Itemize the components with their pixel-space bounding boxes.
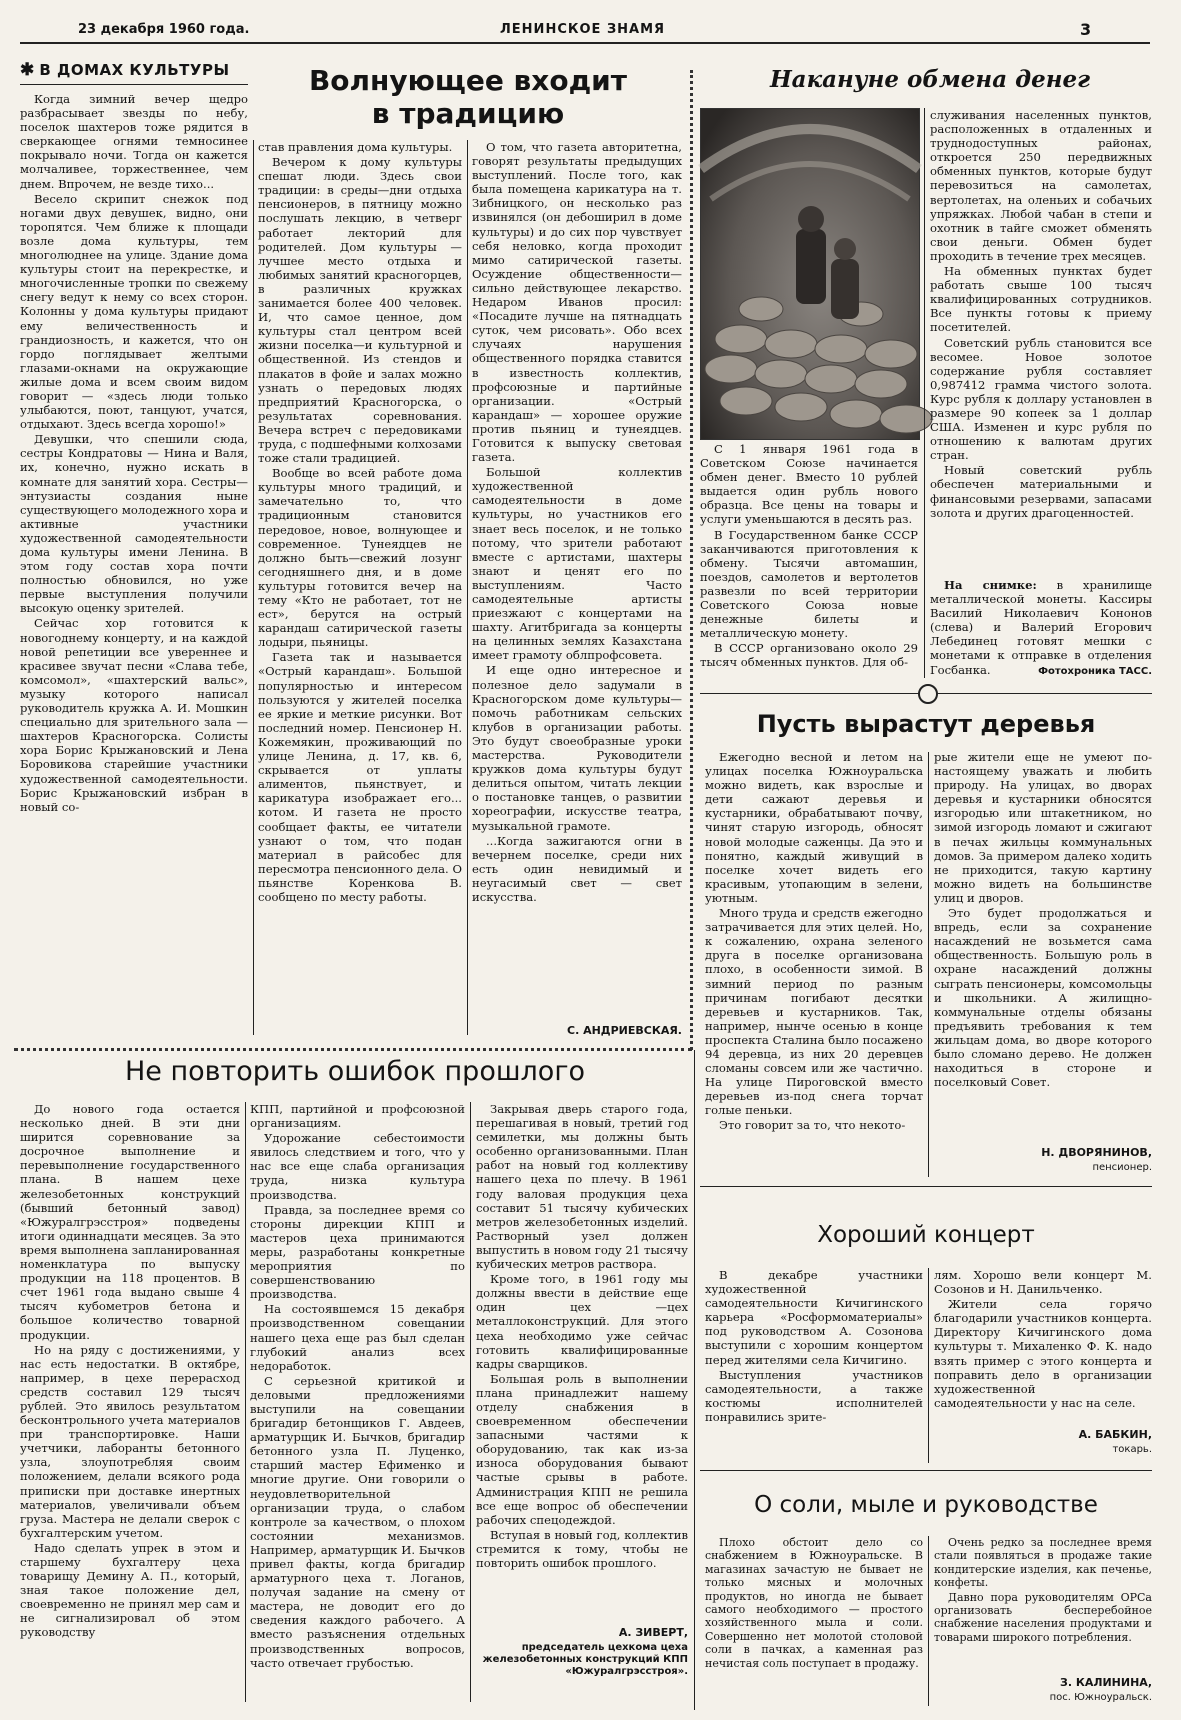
newspaper-name: ЛЕНИНСКОЕ ЗНАМЯ — [500, 22, 666, 37]
section-divider — [700, 1470, 1152, 1471]
money-column-right — [930, 108, 1152, 578]
culture-signature: С. АНДРИЕВСКАЯ. — [567, 1024, 682, 1037]
paragraph: Когда зимний вечер щедро разбрасывает звезды по небу, поселок шахтеров тоже рядится в сверкающее огнями темносинее покрывало ночи. Тогда он кажется молчаливее, торжественнее, чем днем. Впрочем, не везде тихо... — [20, 92, 248, 191]
paragraph: Но на ряду с достижениями, у нас есть недостатки. В октябре, например, в цехе перерасход средств составил 129 тысяч рублей. Это явилось результатом бесконтрольного учета материалов при транспортировке. Наши учетчики, лаборанты бетонного узла, злоупотребляя своим положением, делали всякого рода приписки при доставке инертных материалов, увеличивали объем груза. Мастера не делали сверок с бухгалтерским учетом. — [20, 1342, 240, 1540]
concert-signature: А. БАБКИН, — [1078, 1428, 1152, 1441]
culture-column-2 — [258, 140, 462, 1040]
trees-column-1 — [705, 750, 923, 1180]
paragraph: Девушки, что спешили сюда, сестры Кондратовы — Нина и Валя, их, конечно, нужно искать в комнате для занятий хора. Сестры—энтузиасты создания ныне существующего молодежного хора и активные участники художественной самодеятельности дома культуры имени Ленина. В этом году состав хора почти полностью обновился, но уже первые выступления получили высокую оценку зрителей. — [20, 432, 248, 616]
paragraph: Надо сделать упрек в этом и старшему бухгалтеру цеха товарищу Демину А. П., который, зная такое положение дел, своевременно не принял мер сам и не сигнализировал об этом руководству — [20, 1540, 240, 1640]
trees-signature: Н. ДВОРЯНИНОВ, — [1041, 1146, 1152, 1159]
paragraph: С серьезной критикой и деловыми предложениями выступили на совещании бригадир бетонщиков Г. Авдеев, арматурщик И. Бычков, бригадир бетонного узла П. Луценко, старший мастер Ефименко и многие другие. Они говорили о неудовлетворительной организации труда, о слабом контроле за качеством, о плохом состоянии механизмов. Например, арматурщик И. Бычков привел факты, когда бригадир арматурного цеха т. Логанов, получая задание на смену от мастера, не доводит его до сведения каждого рабочего. А вместо разъяснения отдельных производственных вопросов, часто отвечает грубостью. — [250, 1373, 465, 1670]
paragraph: Вступая в новый год, коллектив стремится к тому, чтобы не повторить ошибок прошлого. — [476, 1527, 688, 1570]
paragraph: Ежегодно весной и летом на улицах поселка Южноуральска можно видеть, как взрослые и дети сажают деревья и кустарники, обрабатывают почву, чинят старую изгородь, обносят новой молодые саженцы. Да это и понятно, каждый живущий в поселке хочет видеть его красивым, утопающим в зелени, уютным. — [705, 750, 923, 905]
paragraph: Вообще во всей работе дома культуры много традиций, и замечательно то, что традиционным становится передовое, новое, волнующее и современное. Тунеядцев не должно быть—свежий лозунг сегодняшнего дня, и в доме культуры готовится вечер на тему «Кто не работает, тот не ест», берутся на острый карандаш сатирической газеты лодыри, пьяницы. — [258, 466, 462, 650]
salt-signature: З. КАЛИНИНА, — [1060, 1676, 1152, 1689]
mistakes-title: Не повторить ошибок прошлого — [124, 1056, 586, 1087]
paragraph: Очень редко за последнее время стали появляться в продаже такие кондитерские изделия, как печенье, конфеты. — [934, 1536, 1152, 1590]
trees-column-2 — [934, 750, 1152, 1140]
mistakes-signature: А. ЗИВЕРТ, — [618, 1626, 688, 1639]
culture-title — [258, 64, 678, 130]
paragraph: Давно пора руководителям ОРСа организовать бесперебойное снабжение населения продуктами и товарами широкого потребления. — [934, 1590, 1152, 1644]
paragraph: На состоявшемся 15 декабря производственном совещании нашего цеха еще раз был сделан глубокий анализ всех недоработок. — [250, 1302, 465, 1373]
rubric-underline — [20, 84, 248, 85]
paragraph: Новый советский рубль обеспечен материальными и финансовыми резервами, запасами золота и других драгоценностей. — [930, 463, 1152, 520]
paragraph: Плохо обстоит дело со снабжением в Южноуральске. В магазинах зачастую не бывает не только мясных и молочных продуктов, но иногда не бывает самого необходимого — простого хозяйственного мыла и соли. Совершенно нет молотой столовой соли в пачках, а каменная раз нечистая соль поступает в продажу. — [705, 1536, 923, 1670]
mistakes-column-3 — [476, 1102, 688, 1622]
column-divider — [253, 140, 254, 1035]
page-divider-vertical — [694, 1050, 695, 1710]
masthead-rule — [20, 42, 1150, 44]
paragraph: КПП, партийной и профсоюзной организациям. — [250, 1102, 465, 1131]
column-divider — [928, 1268, 929, 1463]
paragraph: рые жители еще не умеют по-настоящему уважать и любить природу. На улицах, во дворах деревья и кустарники обносятся изгородью или штакетником, но зимой изгородь ломают и сжигают в печах жильцы коммунальных домов. За примером далеко ходить не приходится, такую картину можно видеть на большинстве улиц и дворов. — [934, 750, 1152, 905]
culture-column-1 — [20, 92, 248, 1040]
page-number: 3 — [1080, 20, 1092, 39]
caption-body: в хранилище металлической монеты. Кассиры Василий Николаевич Кононов (слева) и Валерий Егорович Лебединец готовят мешки с монетами к отправке в отделения Госбанка. — [930, 578, 1152, 677]
rubric-label: В ДОМАХ КУЛЬТУРЫ — [39, 61, 230, 79]
paragraph: ...Когда зажигаются огни в вечернем поселке, среди них есть один невидимый и неугасимый свет — свет искусства. — [472, 833, 682, 904]
paragraph: лям. Хорошо вели концерт М. Созонов и Н. Данильченко. — [934, 1268, 1152, 1297]
paragraph: О том, что газета авторитетна, говорят результаты предыдущих выступлений. После того, как была помещена карикатура на т. Зибницкого, он несколько раз извинялся (он дебоширил в доме культуры) и до сих пор чувствует себя неловко, когда проходит мимо сатирической газеты. Осуждение общественности— сильно действующее лекарство. Недаром Иванов просил: «Посадите лучше на пятнадцать суток, чем рисовать». Обо всех случаях нарушения общественного порядка ставится в известность коллектив, профсоюзные и партийные организации. «Острый карандаш» — хорошее оружие против пьяниц и тунеядцев. Готовится к выпуску световая газета. — [472, 140, 682, 465]
photo-credit: Фотохроника ТАСС. — [1038, 666, 1152, 677]
paragraph: Выступления участников самодеятельности, а также костюмы исполнителей понравились зрите- — [705, 1367, 923, 1424]
culture-frame-bottom — [14, 1048, 692, 1051]
paragraph: Кроме того, в 1961 году мы должны ввести в действие еще один цех —цех металлоконструкций. Для этого цеха необходимо уже сейчас готовить квалифицированные кадры сварщиков. — [476, 1272, 688, 1371]
column-divider — [924, 108, 925, 678]
paragraph: В СССР организовано около 29 тысяч обменных пунктов. Для об- — [700, 641, 918, 670]
paragraph: Большая роль в выполнении плана принадлежит нашему отделу снабжения в своевременном обеспечении запасными частями к оборудованию, так как из-за износа оборудования бывают частые срывы в работе. Администрация КПП не решила все еще вопрос об обеспечении рабочих спецодеждой. — [476, 1371, 688, 1527]
mistakes-column-1 — [20, 1102, 240, 1707]
rubric-star-icon: ✱ — [20, 60, 35, 80]
paragraph: Правда, за последнее время со стороны дирекции КПП и мастеров цеха принимаются меры, разработаны конкретные мероприятия по совершенствованию производства. — [250, 1202, 465, 1302]
money-title: Накануне обмена денег — [769, 66, 1091, 93]
masthead — [0, 0, 1181, 40]
paragraph: Советский рубль становится все весомее. Новое золотое содержание рубля составляет 0,987412 грамма чистого золота. Курс рубля к доллару установлен в размере 90 копеек за 1 доллар США. Изменен и курс рубля по отношению к валютам других стран. — [930, 335, 1152, 463]
paragraph: Газета так и называется «Острый карандаш». Большой популярностью и интересом пользуются у жителей поселка ее яркие и меткие рисунки. Вот последний номер. Пенсионер Н. Кожемякин, проживающий по улице Ленина, д. 17, кв. 6, скрывается от уплаты алиментов, пьянствует, и карикатура изображает его... котом. И газета не просто сообщает факты, ее читатели узнают о том, что подан материал в райсобес для пересмотра пенсионного дела. О пьянстве Коренкова В. сообщено по месту работы. — [258, 650, 462, 904]
issue-date: 23 декабря 1960 года. — [78, 22, 250, 37]
paragraph: На обменных пунктах будет работать свыше 100 тысяч квалифицированных сотрудников. Все пункты готовы к приему посетителей. — [930, 264, 1152, 335]
divider-ornament-icon — [918, 684, 938, 704]
rubric — [20, 60, 250, 80]
culture-title-line2: в традицию — [371, 97, 565, 130]
paragraph: Это говорит за то, что некото- — [719, 1118, 906, 1133]
salt-signature-role: пос. Южноуральск. — [1049, 1692, 1152, 1703]
column-divider — [928, 1536, 929, 1706]
paragraph: Весело скрипит снежок под ногами двух девушек, видно, они торопятся. Чем ближе к площади возле дома культуры, тем многолюднее на улице. Здание дома культуры стоит на перекрестке, и многочисленные тропки по свежему снегу ведут к нему со всех сторон. Колонны у дома культуры придают ему величественность и грандиозность, и кажется, что он гордо поглядывает желтыми глазами-окнами на окружающие жилые дома и всем своим видом говорит — «здесь люди только улыбаются, поют, танцуют, учатся, отдыхают. Здесь всегда хорошо!» — [20, 191, 248, 432]
culture-frame-right — [690, 70, 693, 1050]
mistakes-signature-role: председатель цехкома цеха железобетонных конструкций КПП «Южуралгрэсстроя». — [482, 1642, 688, 1677]
paragraph: Большой коллектив художественной самодеятельности в доме культуры, но участников его знает весь поселок, и не только потому, что зрители работают вместе с артистами, шахтеры знают и ценят его по выступлениям. Часто самодеятельные артисты приезжают с концертами на шахту. Агитбригада за концерты на целинных землях Казахстана имеет грамоту облпрофсовета. — [472, 465, 682, 663]
paragraph: Это будет продолжаться и впредь, если за сохранение насаждений не возьмется сама общественность. Большую роль в охране насаждений должны сыграть пенсионеры, комсомольцы и школьники. А жилищно-коммунальные отделы обязаны предъявить требования к тем жильцам дома, во дворе которого было сломано дерево. Не должен находиться в стороне и поселковый Совет. — [934, 906, 1152, 1090]
column-divider — [467, 140, 468, 1035]
salt-column-1 — [705, 1536, 923, 1696]
paragraph: Много труда и средств ежегодно затрачивается для этих целей. Но, к сожалению, охрана зеленого друга в поселке организована плохо, в особенности зимой. В зимний период по разным причинам погибают десятки деревьев и кустарников. Так, например, нынче осенью в конце проспекта Сталина было посажено 94 деревца, из них 20 деревцев сломаны совсем или же частично. На улице Пироговской вместо деревьев из-под снега торчат голые пеньки. — [705, 906, 923, 1118]
concert-column-2 — [934, 1268, 1152, 1408]
concert-column-1 — [705, 1268, 923, 1468]
paragraph: Вечером к дому культуры спешат люди. Здесь свои традиции: в среды—дни отдыха пенсионеров, в пятницу можно послушать лекцию, в четверг работает лекторий для родителей. Дом культуры — лучшее место отдыха и любимых занятий красногорцев, в различных кружках занимается более 400 человек. И, что самое ценное, дом культуры стал центром всей жизни поселка—и культурной и общественной. Из стендов и плакатов в фойе и залах можно узнать о передовых людях предприятий Красногорска, о результатах соревнования. Вечера встреч с передовиками труда, с подшефными колхозами тоже стали традицией. — [258, 155, 462, 466]
mistakes-column-2 — [250, 1102, 465, 1707]
section-divider — [700, 1186, 1152, 1187]
coin-sacks-photo — [701, 109, 919, 439]
concert-title: Хороший концерт — [817, 1222, 1035, 1248]
column-divider — [245, 1102, 246, 1702]
paragraph: Жители села горячо благодарили участников концерта. Директору Кичигинского дома культуры т. Михаленко Ф. К. надо взять пример с этого концерта и поправить дело в организации художественной самодеятельности у нас на селе. — [934, 1297, 1152, 1410]
culture-column-3 — [472, 140, 682, 1020]
money-column-left — [700, 442, 918, 682]
paragraph: В декабре участники художественной самодеятельности Кичигинского карьера «Росформоматериалы» под руководством А. Созонова выступили с хорошим концертом перед жителями села Кичигино. — [705, 1268, 923, 1367]
paragraph: Сейчас хор готовится к новогоднему концерту, и на каждой новой репетиции все увереннее и красивее звучат песни «Слава тебе, комсомол», «шахтерский вальс», музыку которого написал руководитель кружка А. И. Мошкин специально для зрительного зала — шахтеров Красногорска. Солисты хора Борис Крыжановский и Лена Боровикова старейшие участники художественной самодеятельности. Борис Крыжановский избран в новый со- — [20, 616, 248, 814]
paragraph: Закрывая дверь старого года, перешагивая в новый, третий год семилетки, мы должны быть особенно организованными. План работ на новый год коллективу нашего цеха по плечу. В 1961 году валовая продукция цеха составит 51 тысячу кубических метров железобетонных изделий. Растворный узел должен выпустить в новом году 21 тысячу кубических метров раствора. — [476, 1102, 688, 1272]
paragraph: С 1 января 1961 года в Советском Союзе начинается обмен денег. Вместо 10 рублей выдается один рубль нового образца. Все цены на товары и услуги уменьшаются в десять раз. — [700, 442, 918, 527]
salt-title: О соли, мыле и руководстве — [754, 1492, 1098, 1518]
concert-signature-role: токарь. — [1112, 1444, 1152, 1455]
salt-column-2 — [934, 1536, 1152, 1656]
paragraph: служивания населенных пунктов, расположенных в отдаленных и труднодоступных районах, откроется 250 передвижных обменных пунктов, которые будут перевозиться на самолетах, вертолетах, на оленьих и собачьих упряжках. Любой чабан в степи и охотник в тайге сможет обменять свои деньги. Обмен будет проходить в течение трех месяцев. — [930, 108, 1152, 263]
paragraph: став правления дома культуры. — [258, 140, 453, 154]
trees-signature-role: пенсионер. — [1092, 1162, 1152, 1173]
column-divider — [470, 1102, 471, 1702]
caption-text — [930, 578, 1152, 677]
paragraph: И еще одно интересное и полезное дело задумали в Красногорском доме культуры—помочь работникам сельских клубов в организации работы. Это будут своеобразные уроки мастерства. Руководители кружков дома культуры будут делиться опытом, читать лекции о постановке танцев, о развитии хореографии, искусстве театра, музыкальной грамоте. — [472, 663, 682, 833]
culture-title-line1: Волнующее входит — [308, 64, 628, 97]
paragraph: Удорожание себестоимости явилось следствием и того, что у нас все еще слаба организация труда, низка культура производства. — [250, 1131, 465, 1202]
trees-title: Пусть вырастут деревья — [756, 710, 1096, 738]
paragraph: До нового года остается несколько дней. В эти дни ширится соревнование за досрочное выполнение и перевыполнение государственного плана. В нашем цехе железобетонных конструкций (бывший бетонный завод) «Южуралгрэсстроя» подведены итоги одиннадцати месяцев. За это время выполнена запланированная номенклатура по выпуску продукции на 118 процентов. В счет 1961 года выдано свыше 4 тысяч кубометров бетона и большое количество товарной продукции. — [20, 1102, 240, 1342]
money-photo — [700, 108, 920, 440]
column-divider — [928, 752, 929, 1177]
paragraph: В Государственном банке СССР заканчиваются приготовления к обмену. Тысячи автомашин, поездов, самолетов и вертолетов развезли по всей территории Советского Союза новые денежные билеты и металлическую монету. — [700, 527, 918, 641]
caption-label: На снимке: — [944, 578, 1037, 592]
